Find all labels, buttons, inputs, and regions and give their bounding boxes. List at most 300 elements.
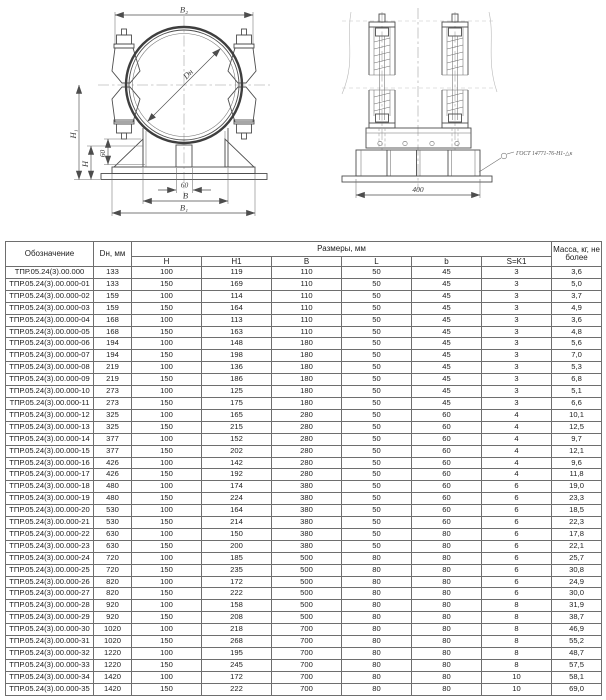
value-cell: 80 xyxy=(342,671,412,683)
value-cell: 45 xyxy=(412,278,482,290)
value-cell: 100 xyxy=(132,648,202,660)
value-cell: 6 xyxy=(482,493,552,505)
value-cell: 235 xyxy=(202,564,272,576)
value-cell: 6 xyxy=(482,588,552,600)
value-cell: 152 xyxy=(202,433,272,445)
value-cell: 45 xyxy=(412,386,482,398)
table-row xyxy=(6,290,602,302)
value-cell: 186 xyxy=(202,374,272,386)
value-cell: 46,9 xyxy=(552,624,602,636)
value-cell: 280 xyxy=(272,421,342,433)
value-cell: 1220 xyxy=(94,659,132,671)
value-cell: 60 xyxy=(412,409,482,421)
value-cell: 164 xyxy=(202,302,272,314)
value-cell: 45 xyxy=(412,290,482,302)
value-cell: 8 xyxy=(482,648,552,660)
value-cell: 60 xyxy=(412,493,482,505)
value-cell: 30,0 xyxy=(552,588,602,600)
value-cell: 480 xyxy=(94,493,132,505)
value-cell: 10,1 xyxy=(552,409,602,421)
value-cell: 5,0 xyxy=(552,278,602,290)
value-cell: 245 xyxy=(202,659,272,671)
value-cell: 45 xyxy=(412,338,482,350)
table-row xyxy=(6,326,602,338)
value-cell: 6 xyxy=(482,517,552,529)
value-cell: 80 xyxy=(342,648,412,660)
value-cell: 200 xyxy=(202,540,272,552)
value-cell: 700 xyxy=(272,671,342,683)
value-cell: 700 xyxy=(272,648,342,660)
value-cell: 380 xyxy=(272,481,342,493)
value-cell: 45 xyxy=(412,302,482,314)
value-cell: 630 xyxy=(94,528,132,540)
value-cell: 80 xyxy=(342,576,412,588)
value-cell: 150 xyxy=(132,588,202,600)
value-cell: 80 xyxy=(342,552,412,564)
value-cell: 3 xyxy=(482,290,552,302)
value-cell: 500 xyxy=(272,588,342,600)
value-cell: 280 xyxy=(272,469,342,481)
value-cell: 380 xyxy=(272,505,342,517)
table-row xyxy=(6,374,602,386)
value-cell: 150 xyxy=(132,326,202,338)
designation-cell: ТПР.05.24(3).00.000-05 xyxy=(6,326,94,338)
value-cell: 100 xyxy=(132,290,202,302)
value-cell: 180 xyxy=(272,386,342,398)
value-cell: 100 xyxy=(132,624,202,636)
value-cell: 50 xyxy=(342,433,412,445)
value-cell: 80 xyxy=(342,612,412,624)
value-cell: 1420 xyxy=(94,671,132,683)
value-cell: 325 xyxy=(94,421,132,433)
value-cell: 110 xyxy=(272,278,342,290)
table-row xyxy=(6,576,602,588)
value-cell: 11,8 xyxy=(552,469,602,481)
technical-drawing xyxy=(0,0,606,238)
value-cell: 110 xyxy=(272,302,342,314)
value-cell: 720 xyxy=(94,564,132,576)
value-cell: 80 xyxy=(342,588,412,600)
value-cell: 50 xyxy=(342,421,412,433)
value-cell: 3 xyxy=(482,326,552,338)
table-row xyxy=(6,302,602,314)
table-row xyxy=(6,278,602,290)
value-cell: 500 xyxy=(272,552,342,564)
table-row xyxy=(6,409,602,421)
value-cell: 224 xyxy=(202,493,272,505)
value-cell: 80 xyxy=(412,564,482,576)
value-cell: 4,9 xyxy=(552,302,602,314)
designation-cell: ТПР.05.24(3).00.000-33 xyxy=(6,659,94,671)
value-cell: 80 xyxy=(412,576,482,588)
value-cell: 215 xyxy=(202,421,272,433)
value-cell: 100 xyxy=(132,457,202,469)
table-row xyxy=(6,505,602,517)
value-cell: 80 xyxy=(342,624,412,636)
value-cell: 3,6 xyxy=(552,267,602,279)
value-cell: 150 xyxy=(132,421,202,433)
value-cell: 25,7 xyxy=(552,552,602,564)
value-cell: 700 xyxy=(272,624,342,636)
table-row xyxy=(6,588,602,600)
col-header-b: B xyxy=(272,257,342,267)
col-header-sizes-group: Размеры, мм xyxy=(132,242,552,257)
value-cell: 150 xyxy=(132,659,202,671)
value-cell: 50 xyxy=(342,493,412,505)
value-cell: 1420 xyxy=(94,683,132,695)
col-header-dn: Dн, мм xyxy=(94,242,132,267)
value-cell: 150 xyxy=(132,469,202,481)
designation-cell: ТПР.05.24(3).00.000-30 xyxy=(6,624,94,636)
value-cell: 133 xyxy=(94,278,132,290)
value-cell: 280 xyxy=(272,409,342,421)
front-view-dimensions xyxy=(74,12,255,216)
weld-note-label: ГОСТ 14771-76-Н1-△к xyxy=(516,151,573,157)
value-cell: 19,0 xyxy=(552,481,602,493)
value-cell: 1020 xyxy=(94,636,132,648)
value-cell: 45 xyxy=(412,374,482,386)
value-cell: 80 xyxy=(342,683,412,695)
designation-cell: ТПР.05.24(3).00.000-12 xyxy=(6,409,94,421)
value-cell: 55,2 xyxy=(552,636,602,648)
value-cell: 60 xyxy=(412,433,482,445)
value-cell: 80 xyxy=(342,636,412,648)
value-cell: 50 xyxy=(342,374,412,386)
value-cell: 168 xyxy=(94,326,132,338)
value-cell: 24,9 xyxy=(552,576,602,588)
value-cell: 4 xyxy=(482,457,552,469)
value-cell: 80 xyxy=(342,600,412,612)
value-cell: 194 xyxy=(94,350,132,362)
designation-cell: ТПР.05.24(3).00.000 xyxy=(6,267,94,279)
col-header-h: H xyxy=(132,257,202,267)
value-cell: 500 xyxy=(272,564,342,576)
value-cell: 3 xyxy=(482,362,552,374)
value-cell: 1220 xyxy=(94,648,132,660)
value-cell: 45 xyxy=(412,326,482,338)
table-row xyxy=(6,457,602,469)
value-cell: 3 xyxy=(482,350,552,362)
value-cell: 175 xyxy=(202,397,272,409)
ribbed-base xyxy=(342,150,492,182)
value-cell: 100 xyxy=(132,409,202,421)
value-cell: 100 xyxy=(132,338,202,350)
table-row xyxy=(6,350,602,362)
value-cell: 38,7 xyxy=(552,612,602,624)
table-row xyxy=(6,683,602,695)
value-cell: 80 xyxy=(412,683,482,695)
value-cell: 50 xyxy=(342,290,412,302)
designation-cell: ТПР.05.24(3).00.000-34 xyxy=(6,671,94,683)
value-cell: 214 xyxy=(202,517,272,529)
value-cell: 168 xyxy=(94,314,132,326)
value-cell: 6 xyxy=(482,552,552,564)
value-cell: 8 xyxy=(482,659,552,671)
designation-cell: ТПР.05.24(3).00.000-01 xyxy=(6,278,94,290)
designation-cell: ТПР.05.24(3).00.000-11 xyxy=(6,397,94,409)
value-cell: 60 xyxy=(412,469,482,481)
pipe-break-lines xyxy=(342,12,497,94)
value-cell: 700 xyxy=(272,683,342,695)
value-cell: 100 xyxy=(132,552,202,564)
table-row xyxy=(6,481,602,493)
value-cell: 380 xyxy=(272,528,342,540)
value-cell: 50 xyxy=(342,540,412,552)
value-cell: 150 xyxy=(132,636,202,648)
value-cell: 69,0 xyxy=(552,683,602,695)
designation-cell: ТПР.05.24(3).00.000-31 xyxy=(6,636,94,648)
value-cell: 3 xyxy=(482,278,552,290)
value-cell: 50 xyxy=(342,397,412,409)
dim-label-60-stem: 60 xyxy=(180,180,189,190)
value-cell: 80 xyxy=(412,659,482,671)
table-row xyxy=(6,671,602,683)
value-cell: 3 xyxy=(482,397,552,409)
value-cell: 150 xyxy=(132,302,202,314)
value-cell: 5,3 xyxy=(552,362,602,374)
dim-label-h1: H₁ xyxy=(68,129,78,139)
value-cell: 100 xyxy=(132,386,202,398)
designation-cell: ТПР.05.24(3).00.000-14 xyxy=(6,433,94,445)
value-cell: 4 xyxy=(482,409,552,421)
value-cell: 6 xyxy=(482,528,552,540)
col-header-b-small: b xyxy=(412,257,482,267)
value-cell: 4 xyxy=(482,433,552,445)
table-row xyxy=(6,445,602,457)
value-cell: 920 xyxy=(94,612,132,624)
table-row xyxy=(6,659,602,671)
dimensions-table xyxy=(5,241,602,696)
value-cell: 6,8 xyxy=(552,374,602,386)
dim-label-b: B xyxy=(182,190,189,201)
designation-cell: ТПР.05.24(3).00.000-22 xyxy=(6,528,94,540)
designation-cell: ТПР.05.24(3).00.000-25 xyxy=(6,564,94,576)
value-cell: 48,7 xyxy=(552,648,602,660)
value-cell: 3 xyxy=(482,302,552,314)
value-cell: 5,1 xyxy=(552,386,602,398)
value-cell: 80 xyxy=(342,564,412,576)
value-cell: 195 xyxy=(202,648,272,660)
col-header-mass: Масса, кг, не более xyxy=(552,242,602,267)
value-cell: 10 xyxy=(482,683,552,695)
value-cell: 150 xyxy=(202,528,272,540)
designation-cell: ТПР.05.24(3).00.000-27 xyxy=(6,588,94,600)
value-cell: 426 xyxy=(94,469,132,481)
value-cell: 45 xyxy=(412,350,482,362)
value-cell: 80 xyxy=(412,552,482,564)
value-cell: 426 xyxy=(94,457,132,469)
designation-cell: ТПР.05.24(3).00.000-20 xyxy=(6,505,94,517)
value-cell: 3 xyxy=(482,386,552,398)
value-cell: 198 xyxy=(202,350,272,362)
value-cell: 380 xyxy=(272,540,342,552)
table-row xyxy=(6,552,602,564)
table-row xyxy=(6,433,602,445)
value-cell: 185 xyxy=(202,552,272,564)
value-cell: 4,8 xyxy=(552,326,602,338)
value-cell: 159 xyxy=(94,290,132,302)
front-view xyxy=(74,12,270,216)
value-cell: 133 xyxy=(94,267,132,279)
value-cell: 180 xyxy=(272,338,342,350)
value-cell: 280 xyxy=(272,445,342,457)
col-header-designation: Обозначение xyxy=(6,242,94,267)
weld-callout-leader xyxy=(479,152,514,172)
value-cell: 80 xyxy=(342,659,412,671)
value-cell: 500 xyxy=(272,612,342,624)
value-cell: 4 xyxy=(482,421,552,433)
value-cell: 268 xyxy=(202,636,272,648)
value-cell: 8 xyxy=(482,612,552,624)
value-cell: 6 xyxy=(482,505,552,517)
value-cell: 50 xyxy=(342,338,412,350)
designation-cell: ТПР.05.24(3).00.000-29 xyxy=(6,612,94,624)
value-cell: 280 xyxy=(272,457,342,469)
value-cell: 80 xyxy=(412,612,482,624)
value-cell: 150 xyxy=(132,493,202,505)
table-row xyxy=(6,540,602,552)
value-cell: 720 xyxy=(94,552,132,564)
spring-bolt-assembly xyxy=(369,14,468,128)
designation-cell: ТПР.05.24(3).00.000-07 xyxy=(6,350,94,362)
table-row xyxy=(6,362,602,374)
designation-cell: ТПР.05.24(3).00.000-09 xyxy=(6,374,94,386)
table-row xyxy=(6,267,602,279)
value-cell: 110 xyxy=(272,267,342,279)
value-cell: 18,5 xyxy=(552,505,602,517)
value-cell: 180 xyxy=(272,374,342,386)
value-cell: 222 xyxy=(202,683,272,695)
value-cell: 219 xyxy=(94,362,132,374)
designation-cell: ТПР.05.24(3).00.000-28 xyxy=(6,600,94,612)
value-cell: 60 xyxy=(412,505,482,517)
value-cell: 169 xyxy=(202,278,272,290)
dim-label-b2: B₂ xyxy=(179,4,189,15)
table-row xyxy=(6,493,602,505)
value-cell: 114 xyxy=(202,290,272,302)
value-cell: 22,3 xyxy=(552,517,602,529)
value-cell: 80 xyxy=(412,636,482,648)
value-cell: 6 xyxy=(482,576,552,588)
value-cell: 80 xyxy=(412,624,482,636)
value-cell: 100 xyxy=(132,362,202,374)
value-cell: 180 xyxy=(272,362,342,374)
spec-table-body xyxy=(6,267,602,696)
value-cell: 100 xyxy=(132,433,202,445)
dim-label-dn: Dн xyxy=(180,66,196,82)
table-row xyxy=(6,612,602,624)
value-cell: 50 xyxy=(342,267,412,279)
value-cell: 630 xyxy=(94,540,132,552)
designation-cell: ТПР.05.24(3).00.000-13 xyxy=(6,421,94,433)
value-cell: 5,6 xyxy=(552,338,602,350)
dim-label-h: H xyxy=(80,160,90,168)
value-cell: 325 xyxy=(94,409,132,421)
value-cell: 150 xyxy=(132,397,202,409)
value-cell: 700 xyxy=(272,659,342,671)
value-cell: 377 xyxy=(94,433,132,445)
table-row xyxy=(6,338,602,350)
value-cell: 820 xyxy=(94,576,132,588)
value-cell: 50 xyxy=(342,481,412,493)
value-cell: 174 xyxy=(202,481,272,493)
value-cell: 110 xyxy=(272,326,342,338)
table-row xyxy=(6,469,602,481)
dim-label-60-side: 60 xyxy=(98,149,107,158)
table-row xyxy=(6,648,602,660)
value-cell: 530 xyxy=(94,505,132,517)
value-cell: 100 xyxy=(132,671,202,683)
value-cell: 50 xyxy=(342,505,412,517)
value-cell: 3 xyxy=(482,314,552,326)
value-cell: 218 xyxy=(202,624,272,636)
col-header-h1: H1 xyxy=(202,257,272,267)
value-cell: 8 xyxy=(482,636,552,648)
value-cell: 60 xyxy=(412,421,482,433)
value-cell: 12,5 xyxy=(552,421,602,433)
value-cell: 50 xyxy=(342,326,412,338)
value-cell: 50 xyxy=(342,386,412,398)
value-cell: 50 xyxy=(342,517,412,529)
value-cell: 380 xyxy=(272,493,342,505)
dim-label-b1: B₁ xyxy=(179,202,189,213)
designation-cell: ТПР.05.24(3).00.000-04 xyxy=(6,314,94,326)
value-cell: 60 xyxy=(412,457,482,469)
value-cell: 4 xyxy=(482,469,552,481)
value-cell: 110 xyxy=(272,290,342,302)
value-cell: 202 xyxy=(202,445,272,457)
table-row xyxy=(6,564,602,576)
value-cell: 172 xyxy=(202,576,272,588)
value-cell: 150 xyxy=(132,517,202,529)
value-cell: 60 xyxy=(412,517,482,529)
value-cell: 700 xyxy=(272,636,342,648)
value-cell: 222 xyxy=(202,588,272,600)
value-cell: 148 xyxy=(202,338,272,350)
value-cell: 50 xyxy=(342,457,412,469)
value-cell: 80 xyxy=(412,600,482,612)
value-cell: 17,8 xyxy=(552,528,602,540)
value-cell: 119 xyxy=(202,267,272,279)
value-cell: 530 xyxy=(94,517,132,529)
value-cell: 45 xyxy=(412,314,482,326)
value-cell: 163 xyxy=(202,326,272,338)
value-cell: 180 xyxy=(272,397,342,409)
value-cell: 45 xyxy=(412,362,482,374)
value-cell: 136 xyxy=(202,362,272,374)
value-cell: 150 xyxy=(132,683,202,695)
value-cell: 100 xyxy=(132,267,202,279)
value-cell: 80 xyxy=(412,528,482,540)
value-cell: 164 xyxy=(202,505,272,517)
value-cell: 219 xyxy=(94,374,132,386)
value-cell: 4 xyxy=(482,445,552,457)
value-cell: 100 xyxy=(132,505,202,517)
value-cell: 150 xyxy=(132,564,202,576)
value-cell: 50 xyxy=(342,278,412,290)
designation-cell: ТПР.05.24(3).00.000-23 xyxy=(6,540,94,552)
value-cell: 125 xyxy=(202,386,272,398)
table-row xyxy=(6,636,602,648)
designation-cell: ТПР.05.24(3).00.000-16 xyxy=(6,457,94,469)
value-cell: 500 xyxy=(272,600,342,612)
designation-cell: ТПР.05.24(3).00.000-10 xyxy=(6,386,94,398)
designation-cell: ТПР.05.24(3).00.000-03 xyxy=(6,302,94,314)
value-cell: 22,1 xyxy=(552,540,602,552)
table-row xyxy=(6,600,602,612)
value-cell: 8 xyxy=(482,624,552,636)
value-cell: 3 xyxy=(482,338,552,350)
